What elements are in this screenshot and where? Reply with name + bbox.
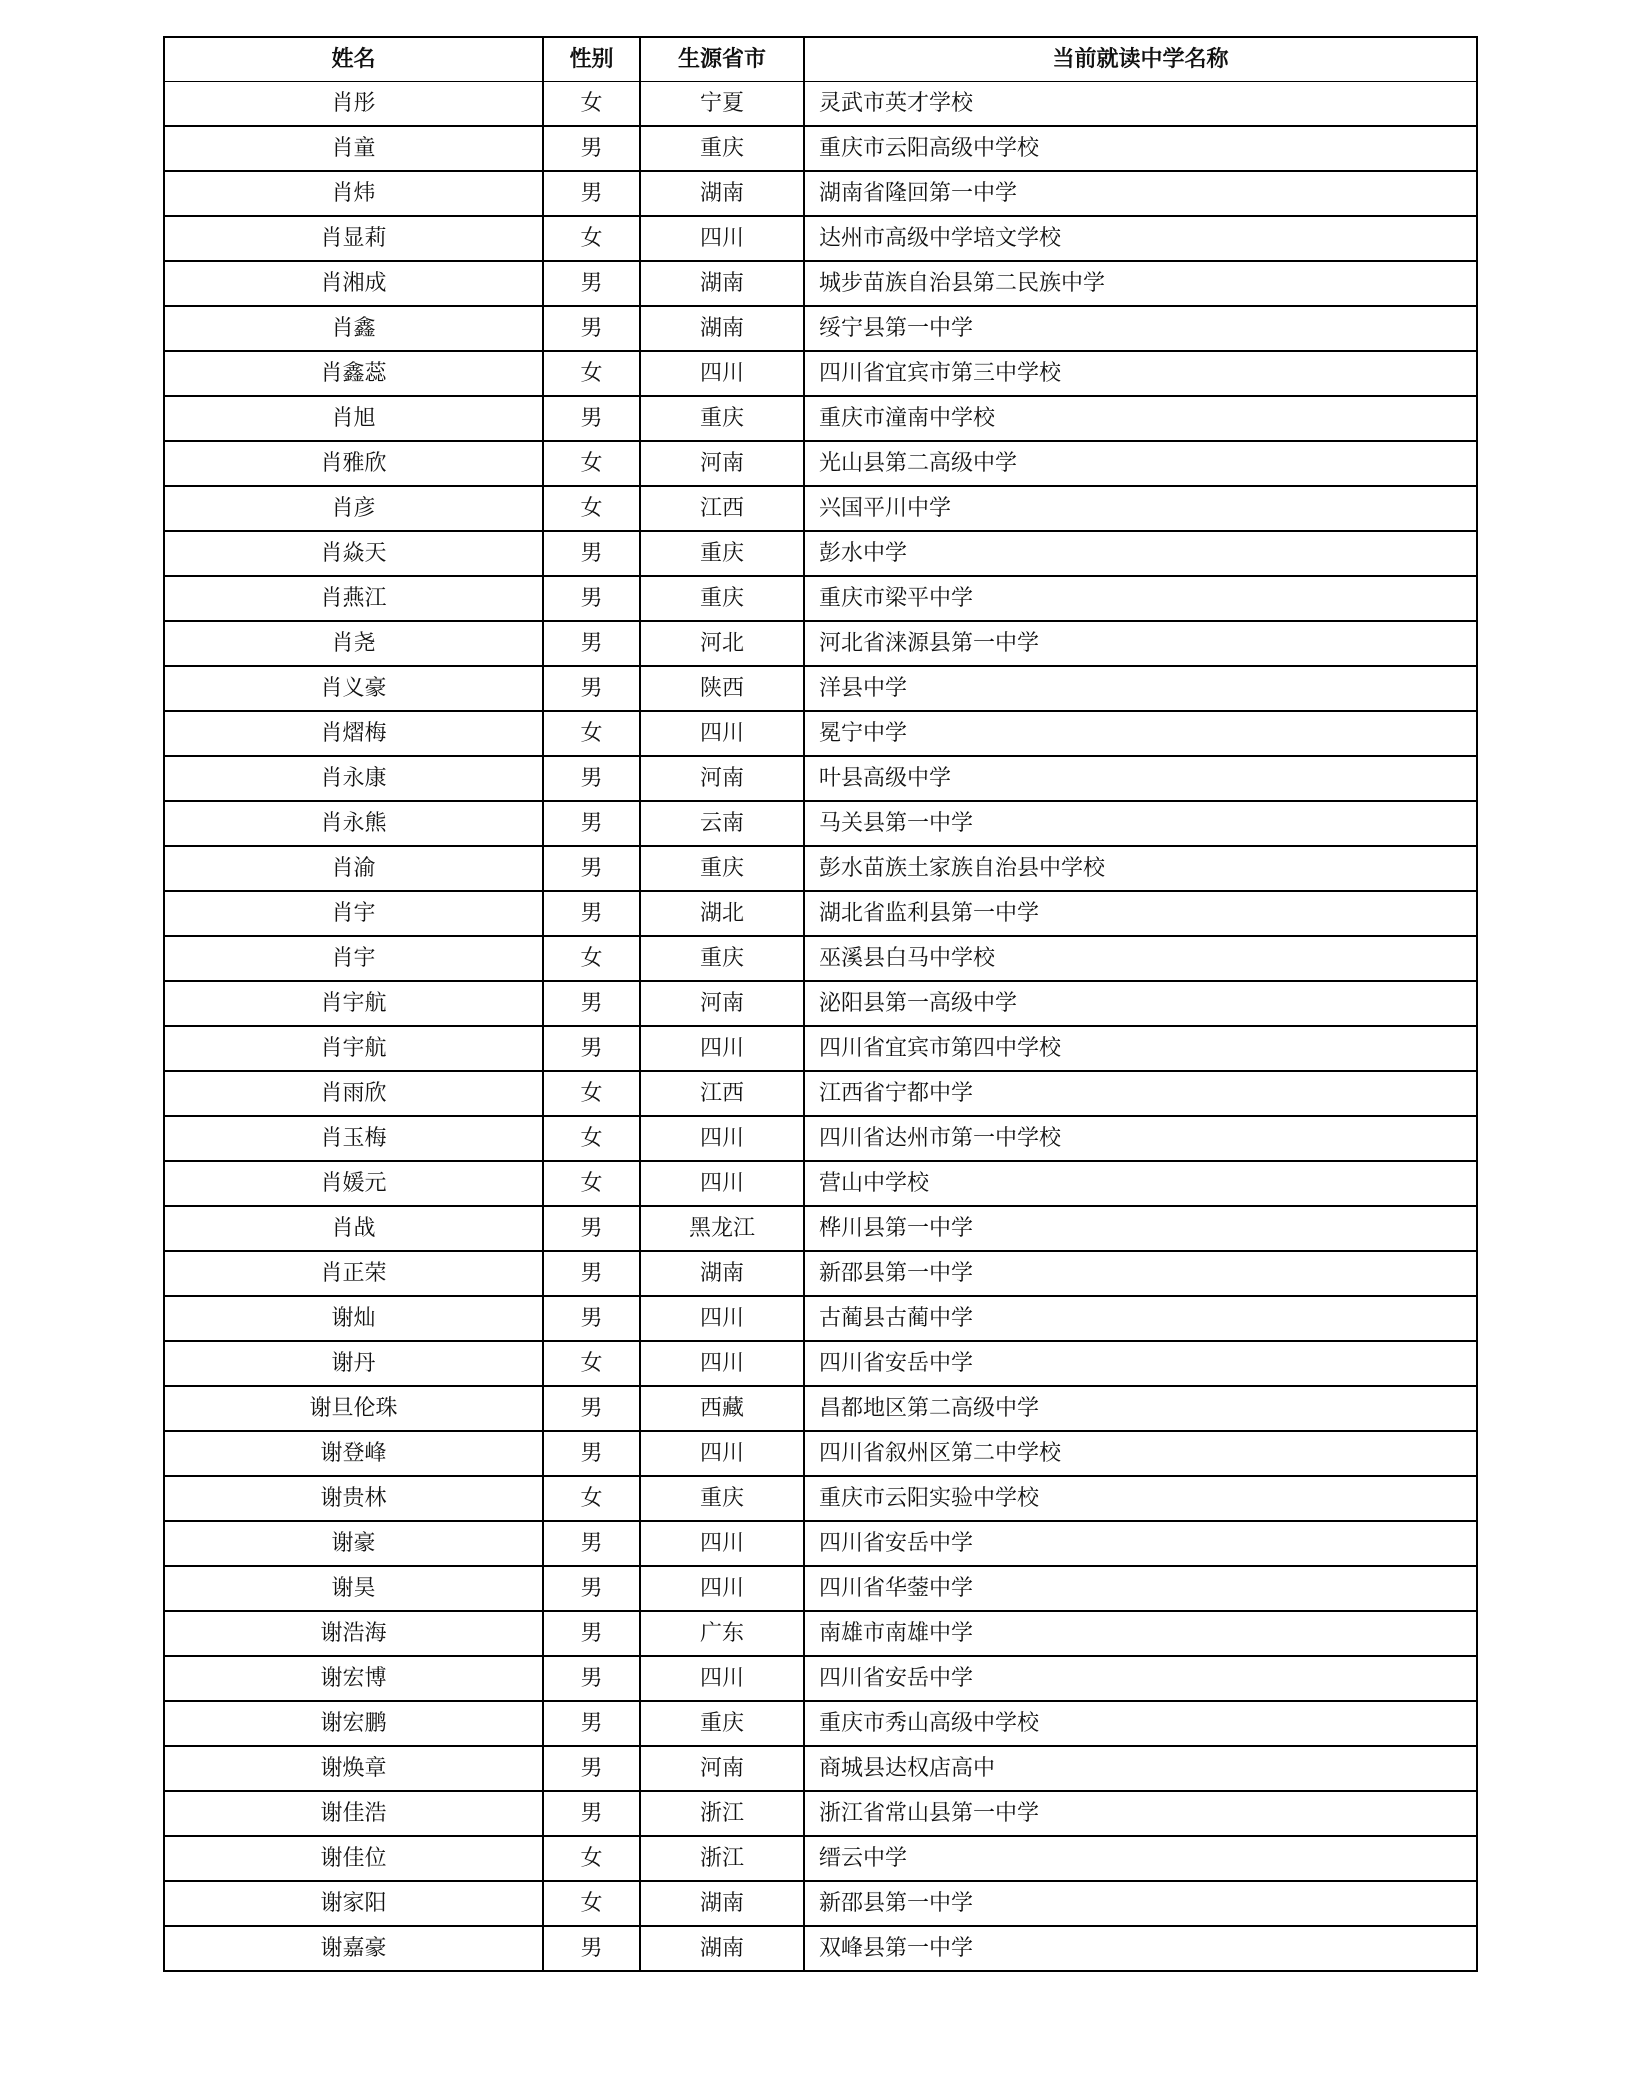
cell-province: 四川 bbox=[640, 351, 804, 396]
cell-gender: 男 bbox=[543, 1206, 640, 1251]
cell-province: 四川 bbox=[640, 1116, 804, 1161]
cell-gender: 女 bbox=[543, 82, 640, 127]
table-row bbox=[164, 306, 1477, 351]
cell-gender: 女 bbox=[543, 711, 640, 756]
table-row bbox=[164, 1341, 1477, 1386]
table-row bbox=[164, 891, 1477, 936]
table-body bbox=[164, 82, 1477, 1972]
table-row bbox=[164, 261, 1477, 306]
cell-province: 四川 bbox=[640, 711, 804, 756]
table-row bbox=[164, 1926, 1477, 1971]
cell-gender: 男 bbox=[543, 891, 640, 936]
table-row bbox=[164, 1296, 1477, 1341]
cell-province: 四川 bbox=[640, 1566, 804, 1611]
table-row bbox=[164, 846, 1477, 891]
table-row bbox=[164, 216, 1477, 261]
cell-gender: 女 bbox=[543, 1161, 640, 1206]
cell-name: 肖宇 bbox=[164, 936, 543, 981]
cell-gender: 男 bbox=[543, 756, 640, 801]
cell-gender: 女 bbox=[543, 351, 640, 396]
cell-province: 浙江 bbox=[640, 1836, 804, 1881]
cell-school: 昌都地区第二高级中学 bbox=[804, 1386, 1477, 1431]
cell-school: 兴国平川中学 bbox=[804, 486, 1477, 531]
header-school: 当前就读中学名称 bbox=[804, 37, 1477, 82]
cell-province: 西藏 bbox=[640, 1386, 804, 1431]
table-row bbox=[164, 486, 1477, 531]
cell-school: 四川省华蓥中学 bbox=[804, 1566, 1477, 1611]
cell-school: 古蔺县古蔺中学 bbox=[804, 1296, 1477, 1341]
cell-province: 四川 bbox=[640, 216, 804, 261]
table-row bbox=[164, 1431, 1477, 1476]
cell-gender: 男 bbox=[543, 1701, 640, 1746]
table-row bbox=[164, 1881, 1477, 1926]
cell-gender: 男 bbox=[543, 126, 640, 171]
cell-school: 泌阳县第一高级中学 bbox=[804, 981, 1477, 1026]
table-row bbox=[164, 1791, 1477, 1836]
cell-province: 重庆 bbox=[640, 126, 804, 171]
cell-province: 四川 bbox=[640, 1431, 804, 1476]
cell-name: 谢灿 bbox=[164, 1296, 543, 1341]
cell-name: 肖尧 bbox=[164, 621, 543, 666]
cell-province: 重庆 bbox=[640, 576, 804, 621]
cell-name: 肖雅欣 bbox=[164, 441, 543, 486]
cell-gender: 男 bbox=[543, 846, 640, 891]
cell-name: 谢佳位 bbox=[164, 1836, 543, 1881]
cell-school: 达州市高级中学培文学校 bbox=[804, 216, 1477, 261]
cell-province: 重庆 bbox=[640, 936, 804, 981]
cell-school: 洋县中学 bbox=[804, 666, 1477, 711]
cell-province: 湖南 bbox=[640, 306, 804, 351]
cell-gender: 男 bbox=[543, 1026, 640, 1071]
table-row bbox=[164, 1161, 1477, 1206]
cell-name: 谢宏博 bbox=[164, 1656, 543, 1701]
cell-province: 四川 bbox=[640, 1296, 804, 1341]
cell-school: 城步苗族自治县第二民族中学 bbox=[804, 261, 1477, 306]
cell-name: 肖媛元 bbox=[164, 1161, 543, 1206]
cell-school: 冕宁中学 bbox=[804, 711, 1477, 756]
table-header-row bbox=[164, 37, 1477, 82]
table-row bbox=[164, 936, 1477, 981]
header-gender: 性别 bbox=[543, 37, 640, 82]
cell-school: 湖南省隆回第一中学 bbox=[804, 171, 1477, 216]
cell-gender: 男 bbox=[543, 171, 640, 216]
cell-gender: 男 bbox=[543, 261, 640, 306]
cell-gender: 男 bbox=[543, 1251, 640, 1296]
header-province: 生源省市 bbox=[640, 37, 804, 82]
cell-province: 重庆 bbox=[640, 846, 804, 891]
cell-name: 肖永熊 bbox=[164, 801, 543, 846]
cell-name: 肖永康 bbox=[164, 756, 543, 801]
cell-name: 肖彤 bbox=[164, 82, 543, 127]
cell-name: 谢浩海 bbox=[164, 1611, 543, 1656]
table-row bbox=[164, 1566, 1477, 1611]
cell-school: 缙云中学 bbox=[804, 1836, 1477, 1881]
cell-school: 营山中学校 bbox=[804, 1161, 1477, 1206]
cell-name: 肖鑫蕊 bbox=[164, 351, 543, 396]
cell-province: 宁夏 bbox=[640, 82, 804, 127]
table-row bbox=[164, 1476, 1477, 1521]
cell-school: 商城县达权店高中 bbox=[804, 1746, 1477, 1791]
header-name: 姓名 bbox=[164, 37, 543, 82]
cell-school: 重庆市潼南中学校 bbox=[804, 396, 1477, 441]
cell-school: 重庆市云阳实验中学校 bbox=[804, 1476, 1477, 1521]
cell-gender: 男 bbox=[543, 1746, 640, 1791]
cell-gender: 女 bbox=[543, 1341, 640, 1386]
cell-name: 谢宏鹏 bbox=[164, 1701, 543, 1746]
cell-gender: 男 bbox=[543, 396, 640, 441]
cell-gender: 男 bbox=[543, 801, 640, 846]
cell-province: 四川 bbox=[640, 1656, 804, 1701]
table-row bbox=[164, 82, 1477, 127]
cell-name: 肖义豪 bbox=[164, 666, 543, 711]
cell-name: 肖鑫 bbox=[164, 306, 543, 351]
cell-school: 江西省宁都中学 bbox=[804, 1071, 1477, 1116]
table-row bbox=[164, 396, 1477, 441]
cell-province: 江西 bbox=[640, 486, 804, 531]
cell-school: 灵武市英才学校 bbox=[804, 82, 1477, 127]
cell-school: 重庆市云阳高级中学校 bbox=[804, 126, 1477, 171]
cell-gender: 男 bbox=[543, 981, 640, 1026]
cell-province: 江西 bbox=[640, 1071, 804, 1116]
cell-province: 四川 bbox=[640, 1161, 804, 1206]
table-row bbox=[164, 531, 1477, 576]
cell-name: 谢贵林 bbox=[164, 1476, 543, 1521]
cell-province: 陕西 bbox=[640, 666, 804, 711]
cell-gender: 男 bbox=[543, 1926, 640, 1971]
cell-school: 重庆市秀山高级中学校 bbox=[804, 1701, 1477, 1746]
cell-province: 湖南 bbox=[640, 171, 804, 216]
cell-name: 肖战 bbox=[164, 1206, 543, 1251]
table-row bbox=[164, 1836, 1477, 1881]
cell-name: 肖宇航 bbox=[164, 1026, 543, 1071]
table-row bbox=[164, 351, 1477, 396]
table-row bbox=[164, 441, 1477, 486]
cell-gender: 男 bbox=[543, 1431, 640, 1476]
cell-school: 四川省安岳中学 bbox=[804, 1521, 1477, 1566]
cell-gender: 女 bbox=[543, 1836, 640, 1881]
cell-gender: 女 bbox=[543, 216, 640, 261]
cell-name: 肖宇 bbox=[164, 891, 543, 936]
cell-school: 马关县第一中学 bbox=[804, 801, 1477, 846]
table-row bbox=[164, 801, 1477, 846]
cell-gender: 男 bbox=[543, 666, 640, 711]
cell-province: 四川 bbox=[640, 1521, 804, 1566]
table-row bbox=[164, 756, 1477, 801]
cell-name: 谢登峰 bbox=[164, 1431, 543, 1476]
cell-name: 肖湘成 bbox=[164, 261, 543, 306]
table-row bbox=[164, 1071, 1477, 1116]
cell-name: 肖正荣 bbox=[164, 1251, 543, 1296]
cell-gender: 男 bbox=[543, 1566, 640, 1611]
cell-gender: 女 bbox=[543, 1881, 640, 1926]
table-row bbox=[164, 171, 1477, 216]
cell-gender: 男 bbox=[543, 621, 640, 666]
cell-gender: 女 bbox=[543, 1476, 640, 1521]
cell-name: 肖玉梅 bbox=[164, 1116, 543, 1161]
cell-school: 叶县高级中学 bbox=[804, 756, 1477, 801]
table-row bbox=[164, 1386, 1477, 1431]
cell-school: 绥宁县第一中学 bbox=[804, 306, 1477, 351]
cell-school: 南雄市南雄中学 bbox=[804, 1611, 1477, 1656]
cell-name: 肖宇航 bbox=[164, 981, 543, 1026]
cell-school: 四川省宜宾市第三中学校 bbox=[804, 351, 1477, 396]
cell-school: 光山县第二高级中学 bbox=[804, 441, 1477, 486]
cell-name: 肖旭 bbox=[164, 396, 543, 441]
cell-province: 河南 bbox=[640, 981, 804, 1026]
cell-school: 新邵县第一中学 bbox=[804, 1881, 1477, 1926]
cell-gender: 男 bbox=[543, 531, 640, 576]
table-row bbox=[164, 1746, 1477, 1791]
cell-name: 谢昊 bbox=[164, 1566, 543, 1611]
cell-name: 肖彦 bbox=[164, 486, 543, 531]
cell-school: 四川省安岳中学 bbox=[804, 1341, 1477, 1386]
cell-gender: 女 bbox=[543, 441, 640, 486]
cell-school: 桦川县第一中学 bbox=[804, 1206, 1477, 1251]
table-row bbox=[164, 1251, 1477, 1296]
cell-name: 肖焱天 bbox=[164, 531, 543, 576]
table-row bbox=[164, 576, 1477, 621]
cell-province: 湖南 bbox=[640, 261, 804, 306]
cell-school: 彭水中学 bbox=[804, 531, 1477, 576]
cell-gender: 男 bbox=[543, 1386, 640, 1431]
student-roster-table bbox=[163, 36, 1478, 1972]
cell-school: 重庆市梁平中学 bbox=[804, 576, 1477, 621]
cell-school: 湖北省监利县第一中学 bbox=[804, 891, 1477, 936]
cell-province: 云南 bbox=[640, 801, 804, 846]
table-row bbox=[164, 1701, 1477, 1746]
table-row bbox=[164, 711, 1477, 756]
cell-name: 谢嘉豪 bbox=[164, 1926, 543, 1971]
table-row bbox=[164, 1611, 1477, 1656]
cell-school: 新邵县第一中学 bbox=[804, 1251, 1477, 1296]
cell-name: 谢旦伦珠 bbox=[164, 1386, 543, 1431]
cell-province: 广东 bbox=[640, 1611, 804, 1656]
table-row bbox=[164, 1656, 1477, 1701]
cell-province: 重庆 bbox=[640, 1476, 804, 1521]
cell-gender: 男 bbox=[543, 1296, 640, 1341]
cell-province: 湖南 bbox=[640, 1926, 804, 1971]
cell-school: 四川省宜宾市第四中学校 bbox=[804, 1026, 1477, 1071]
cell-province: 重庆 bbox=[640, 531, 804, 576]
cell-gender: 女 bbox=[543, 486, 640, 531]
cell-province: 重庆 bbox=[640, 396, 804, 441]
table-row bbox=[164, 1206, 1477, 1251]
cell-province: 湖北 bbox=[640, 891, 804, 936]
cell-school: 双峰县第一中学 bbox=[804, 1926, 1477, 1971]
cell-province: 四川 bbox=[640, 1026, 804, 1071]
cell-province: 河南 bbox=[640, 441, 804, 486]
cell-school: 巫溪县白马中学校 bbox=[804, 936, 1477, 981]
cell-name: 谢焕章 bbox=[164, 1746, 543, 1791]
cell-school: 浙江省常山县第一中学 bbox=[804, 1791, 1477, 1836]
table-row bbox=[164, 1116, 1477, 1161]
cell-name: 肖渝 bbox=[164, 846, 543, 891]
cell-name: 谢佳浩 bbox=[164, 1791, 543, 1836]
cell-gender: 男 bbox=[543, 1611, 640, 1656]
cell-school: 四川省安岳中学 bbox=[804, 1656, 1477, 1701]
cell-gender: 女 bbox=[543, 936, 640, 981]
cell-gender: 女 bbox=[543, 1071, 640, 1116]
cell-name: 谢家阳 bbox=[164, 1881, 543, 1926]
cell-name: 谢丹 bbox=[164, 1341, 543, 1386]
cell-province: 湖南 bbox=[640, 1881, 804, 1926]
table-row bbox=[164, 1026, 1477, 1071]
cell-gender: 女 bbox=[543, 1116, 640, 1161]
cell-gender: 男 bbox=[543, 1791, 640, 1836]
cell-name: 肖童 bbox=[164, 126, 543, 171]
table-row bbox=[164, 981, 1477, 1026]
table-row bbox=[164, 1521, 1477, 1566]
cell-gender: 男 bbox=[543, 306, 640, 351]
cell-name: 肖显莉 bbox=[164, 216, 543, 261]
cell-province: 浙江 bbox=[640, 1791, 804, 1836]
cell-province: 河南 bbox=[640, 756, 804, 801]
cell-name: 肖燕江 bbox=[164, 576, 543, 621]
cell-school: 彭水苗族土家族自治县中学校 bbox=[804, 846, 1477, 891]
table-row bbox=[164, 666, 1477, 711]
cell-name: 肖雨欣 bbox=[164, 1071, 543, 1116]
cell-province: 河北 bbox=[640, 621, 804, 666]
cell-name: 肖熠梅 bbox=[164, 711, 543, 756]
cell-province: 湖南 bbox=[640, 1251, 804, 1296]
cell-province: 河南 bbox=[640, 1746, 804, 1791]
cell-school: 四川省叙州区第二中学校 bbox=[804, 1431, 1477, 1476]
cell-province: 四川 bbox=[640, 1341, 804, 1386]
cell-province: 黑龙江 bbox=[640, 1206, 804, 1251]
table-row bbox=[164, 126, 1477, 171]
cell-gender: 男 bbox=[543, 1521, 640, 1566]
cell-name: 谢豪 bbox=[164, 1521, 543, 1566]
cell-gender: 男 bbox=[543, 576, 640, 621]
cell-gender: 男 bbox=[543, 1656, 640, 1701]
cell-name: 肖炜 bbox=[164, 171, 543, 216]
cell-school: 河北省涞源县第一中学 bbox=[804, 621, 1477, 666]
cell-province: 重庆 bbox=[640, 1701, 804, 1746]
cell-school: 四川省达州市第一中学校 bbox=[804, 1116, 1477, 1161]
table-row bbox=[164, 621, 1477, 666]
